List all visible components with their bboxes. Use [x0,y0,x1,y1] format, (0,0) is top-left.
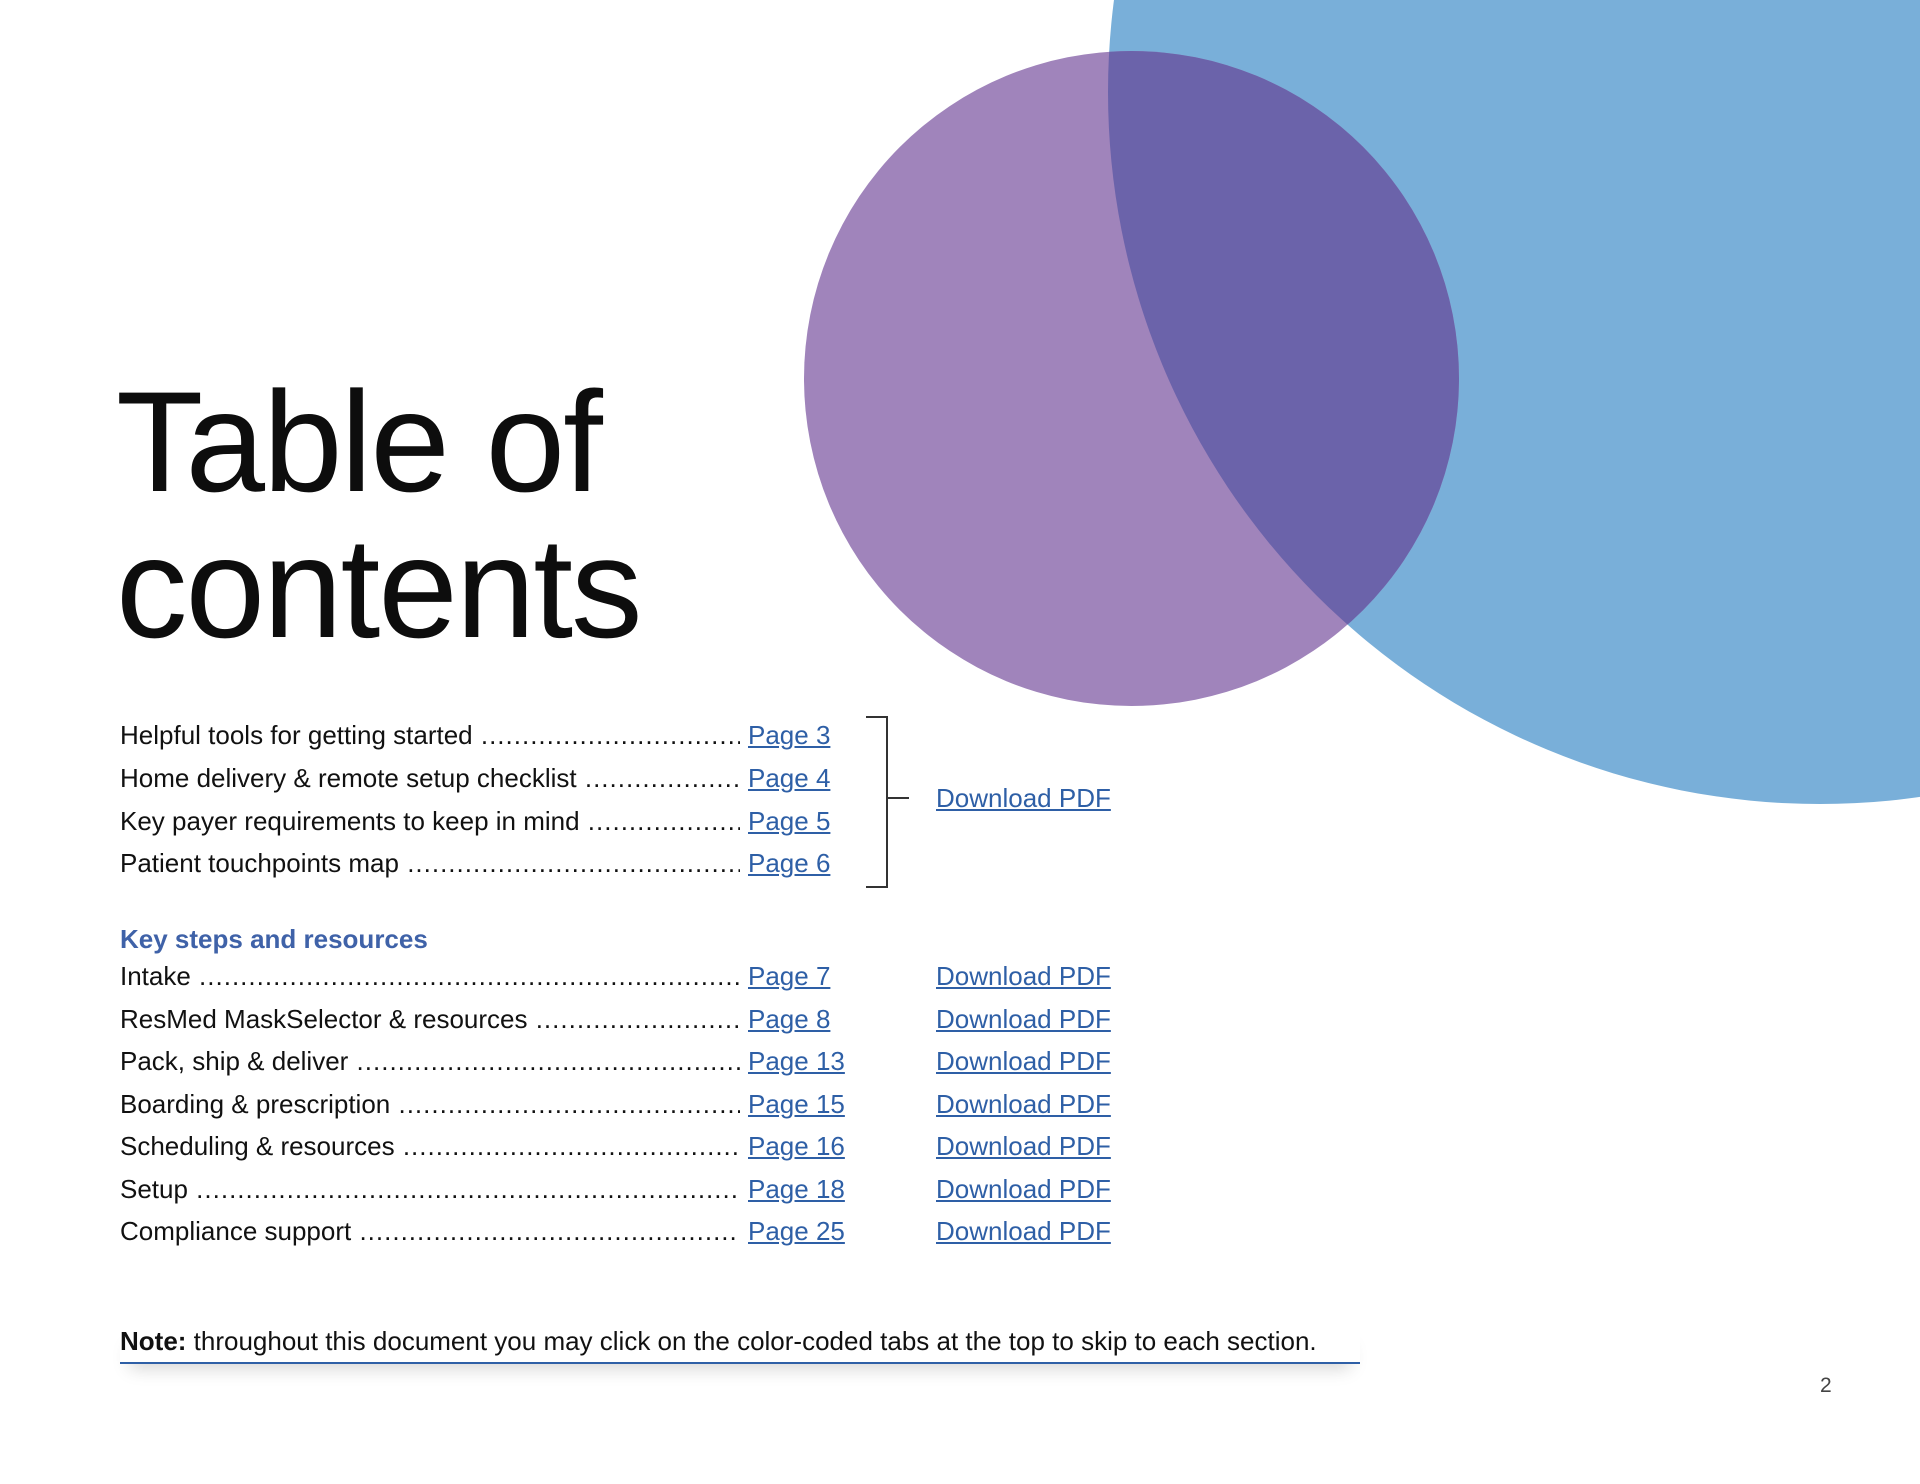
toc-page-link[interactable]: Page 25 [748,1216,845,1246]
section-heading: Key steps and resources [120,924,428,954]
toc-page-link[interactable]: Page 5 [748,806,831,836]
toc-entry-label: Compliance support ..... [120,1210,740,1253]
toc-entry-label: Setup ..... [120,1168,740,1211]
page-number: 2 [1820,1374,1832,1397]
toc-entry-label: ResMed MaskSelector & resources ..... [120,998,740,1041]
title-line-1: Table of [116,363,601,522]
toc-entry-label: Scheduling & resources ..... [120,1125,740,1168]
download-pdf-link[interactable]: Download PDF [936,1046,1111,1076]
download-pdf-link[interactable]: Download PDF [936,1004,1111,1034]
toc-entry-label: Key payer requirements to keep in mind ..... [120,800,740,843]
download-pdf-link[interactable]: Download PDF [936,1216,1111,1246]
note-body: throughout this document you may click on the color-coded tabs at the top to skip to each section. [186,1326,1317,1356]
toc-page-link[interactable]: Page 7 [748,961,831,991]
toc-page-link[interactable]: Page 18 [748,1174,845,1204]
toc-page-link[interactable]: Page 6 [748,848,831,878]
toc-entry-label: Pack, ship & deliver ..... [120,1040,740,1083]
toc-page-link[interactable]: Page 16 [748,1131,845,1161]
download-pdf-link[interactable]: Download PDF [936,961,1111,991]
toc-page-link[interactable]: Page 13 [748,1046,845,1076]
group-bracket [866,716,888,888]
toc-page-link[interactable]: Page 4 [748,763,831,793]
title-line-2: contents [116,509,641,668]
group-bracket-tick [887,797,909,799]
toc-page-link[interactable]: Page 3 [748,720,831,750]
toc-entry-label: Patient touchpoints map ..... [120,842,740,885]
toc-page-link[interactable]: Page 8 [748,1004,831,1034]
toc-entry-label: Boarding & prescription ..... [120,1083,740,1126]
toc-page-link[interactable]: Page 15 [748,1089,845,1119]
toc-entry-label: Home delivery & remote setup checklist ..... [120,757,740,800]
toc-entry-label: Intake ..... [120,955,740,998]
group-download-pdf-link[interactable]: Download PDF [936,783,1111,813]
download-pdf-link[interactable]: Download PDF [936,1174,1111,1204]
download-pdf-link[interactable]: Download PDF [936,1131,1111,1161]
note-text [120,1322,1360,1364]
download-pdf-link[interactable]: Download PDF [936,1089,1111,1119]
toc-entry-label: Helpful tools for getting started ..... [120,714,740,757]
page-title [116,363,641,668]
note-label: Note: [120,1326,187,1356]
